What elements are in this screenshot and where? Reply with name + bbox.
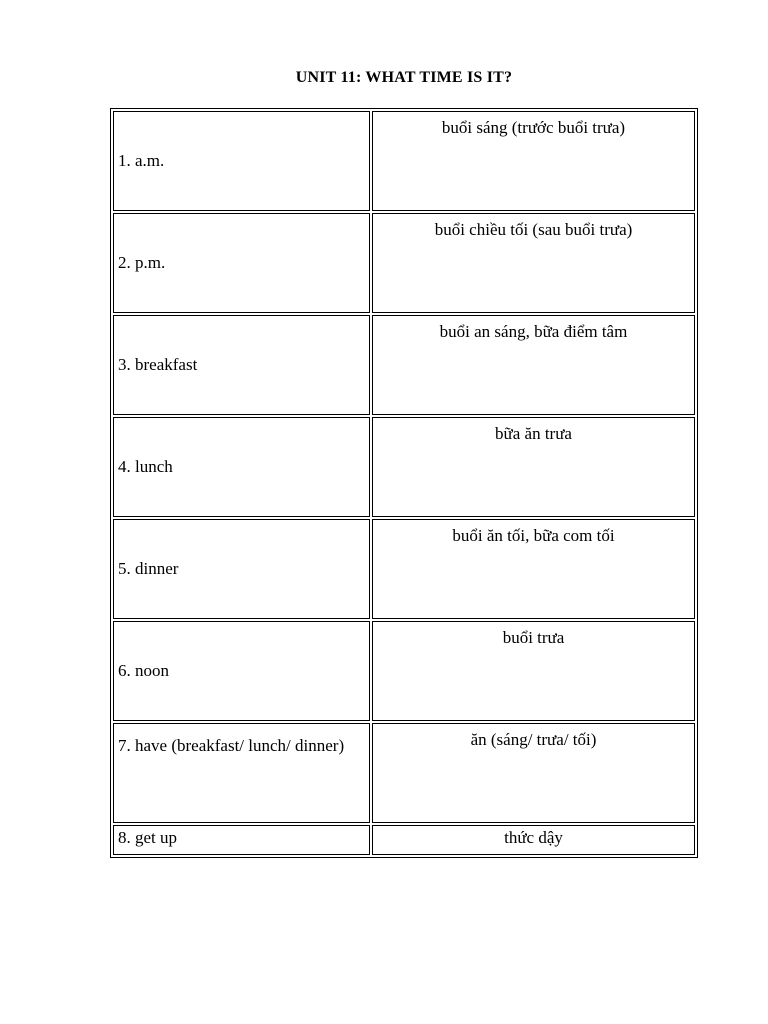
page-title: UNIT 11: WHAT TIME IS IT?	[295, 69, 513, 86]
table-row	[113, 213, 695, 313]
vocab-table	[110, 108, 698, 858]
table-row	[113, 417, 695, 517]
meaning-cell: buổi ăn tối, bữa com tối	[372, 519, 695, 619]
table-row	[113, 519, 695, 619]
term-cell: 7. have (breakfast/ lunch/ dinner)	[113, 723, 370, 823]
term-cell: 2. p.m.	[113, 213, 370, 313]
term-cell: 5. dinner	[113, 519, 370, 619]
table-row	[113, 621, 695, 721]
meaning-cell: buổi an sáng, bữa điểm tâm	[372, 315, 695, 415]
meaning-cell: buổi chiều tối (sau buổi trưa)	[372, 213, 695, 313]
term-cell: 3. breakfast	[113, 315, 370, 415]
table-row	[113, 825, 695, 855]
term-cell: 8. get up	[113, 825, 370, 855]
meaning-cell: buổi trưa	[372, 621, 695, 721]
term-cell: 1. a.m.	[113, 111, 370, 211]
term-cell: 4. lunch	[113, 417, 370, 517]
table-row	[113, 315, 695, 415]
meaning-cell: thức dậy	[372, 825, 695, 855]
meaning-cell: ăn (sáng/ trưa/ tối)	[372, 723, 695, 823]
table-row	[113, 111, 695, 211]
table-row	[113, 723, 695, 823]
term-cell: 6. noon	[113, 621, 370, 721]
meaning-cell: buổi sáng (trước buổi trưa)	[372, 111, 695, 211]
meaning-cell: bữa ăn trưa	[372, 417, 695, 517]
